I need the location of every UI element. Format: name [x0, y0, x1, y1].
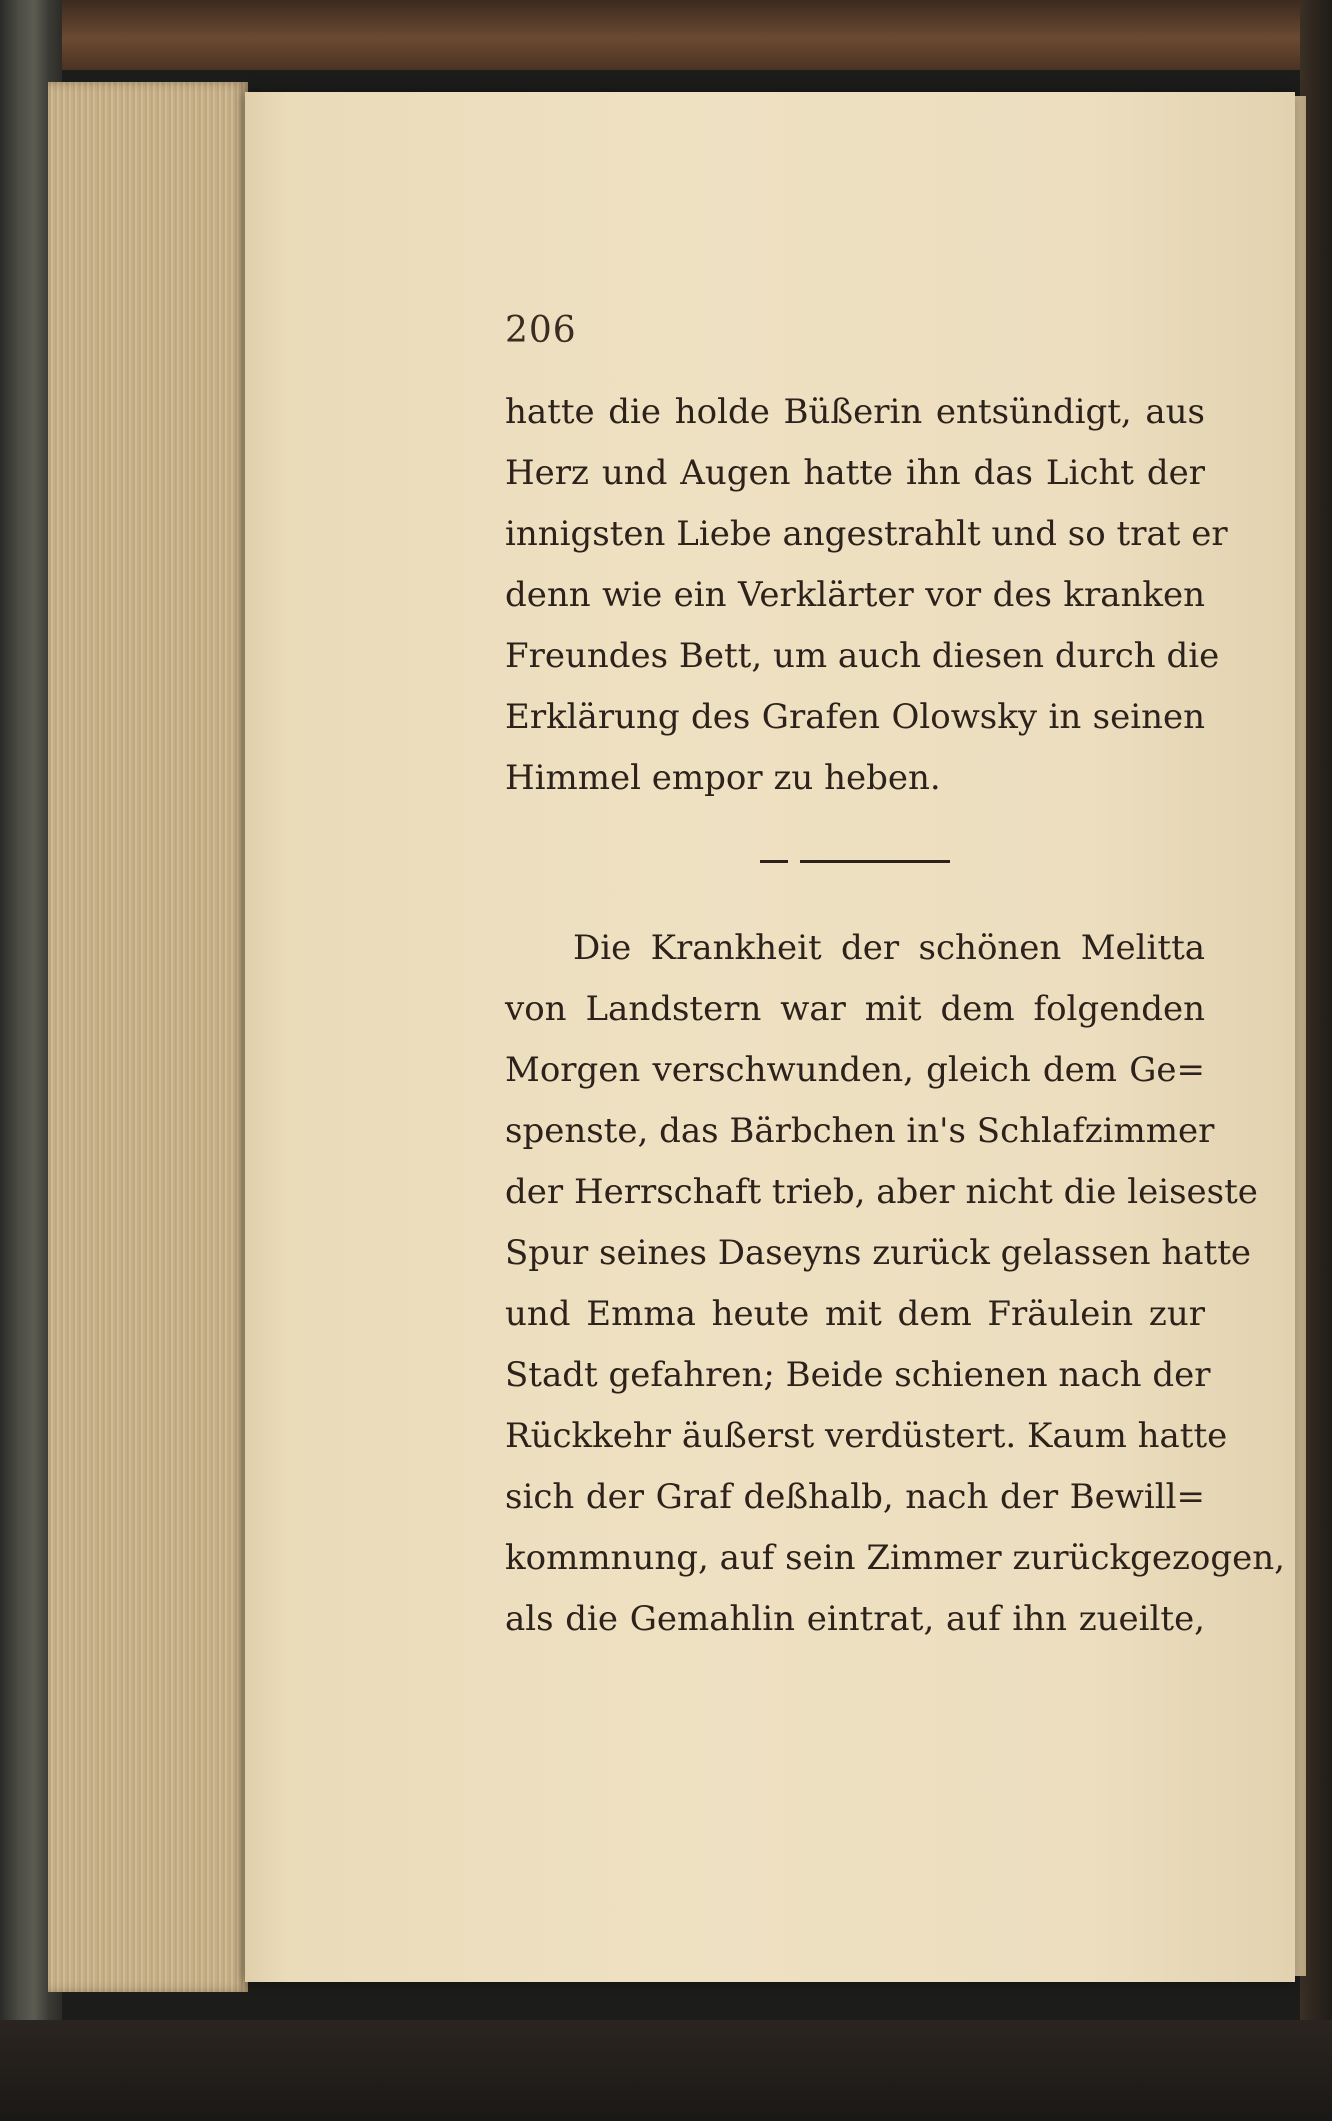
section-divider	[760, 860, 955, 863]
text-line: der Herrschaft trieb, aber nicht die leiseste	[505, 1172, 1258, 1212]
next-page-edge	[1294, 96, 1306, 1976]
text-line: innigsten Liebe angestrahlt und so trat er	[505, 514, 1228, 554]
text-line: hatte die holde Büßerin entsündigt, aus	[505, 392, 1205, 432]
text-line: spenste, das Bärbchen in's Schlafzimmer	[505, 1111, 1215, 1151]
text-line: von Landstern war mit dem folgenden	[505, 989, 1205, 1029]
text-line: Himmel empor zu heben.	[505, 758, 941, 798]
text-line: denn wie ein Verklärter vor des kranken	[505, 575, 1205, 615]
text-line: und Emma heute mit dem Fräulein zur	[505, 1294, 1205, 1334]
divider-dash-long	[800, 860, 950, 863]
book-cover-bottom	[0, 2020, 1332, 2121]
paragraph-1	[505, 382, 1228, 809]
book-cover-top	[0, 0, 1332, 70]
text-line: Spur seines Daseyns zurück gelassen hatte	[505, 1233, 1251, 1273]
page-stack-edge	[48, 82, 248, 1992]
text-line: Stadt gefahren; Beide schienen nach der	[505, 1355, 1211, 1395]
text-line: Freundes Bett, um auch diesen durch die	[505, 636, 1220, 676]
text-line: kommnung, auf sein Zimmer zurückgezogen,	[505, 1538, 1285, 1578]
text-line: Die Krankheit der schönen Melitta	[573, 928, 1205, 968]
text-line: als die Gemahlin eintrat, auf ihn zueilte,	[505, 1599, 1205, 1639]
text-line: sich der Graf deßhalb, nach der Bewill=	[505, 1477, 1205, 1517]
paragraph-2	[505, 918, 1285, 1650]
text-line: Herz und Augen hatte ihn das Licht der	[505, 453, 1205, 493]
divider-dash-short	[760, 860, 788, 863]
text-line: Erklärung des Grafen Olowsky in seinen	[505, 697, 1205, 737]
text-line: Morgen verschwunden, gleich dem Ge=	[505, 1050, 1205, 1090]
page-number: 206	[505, 310, 577, 351]
text-line: Rückkehr äußerst verdüstert. Kaum hatte	[505, 1416, 1228, 1456]
